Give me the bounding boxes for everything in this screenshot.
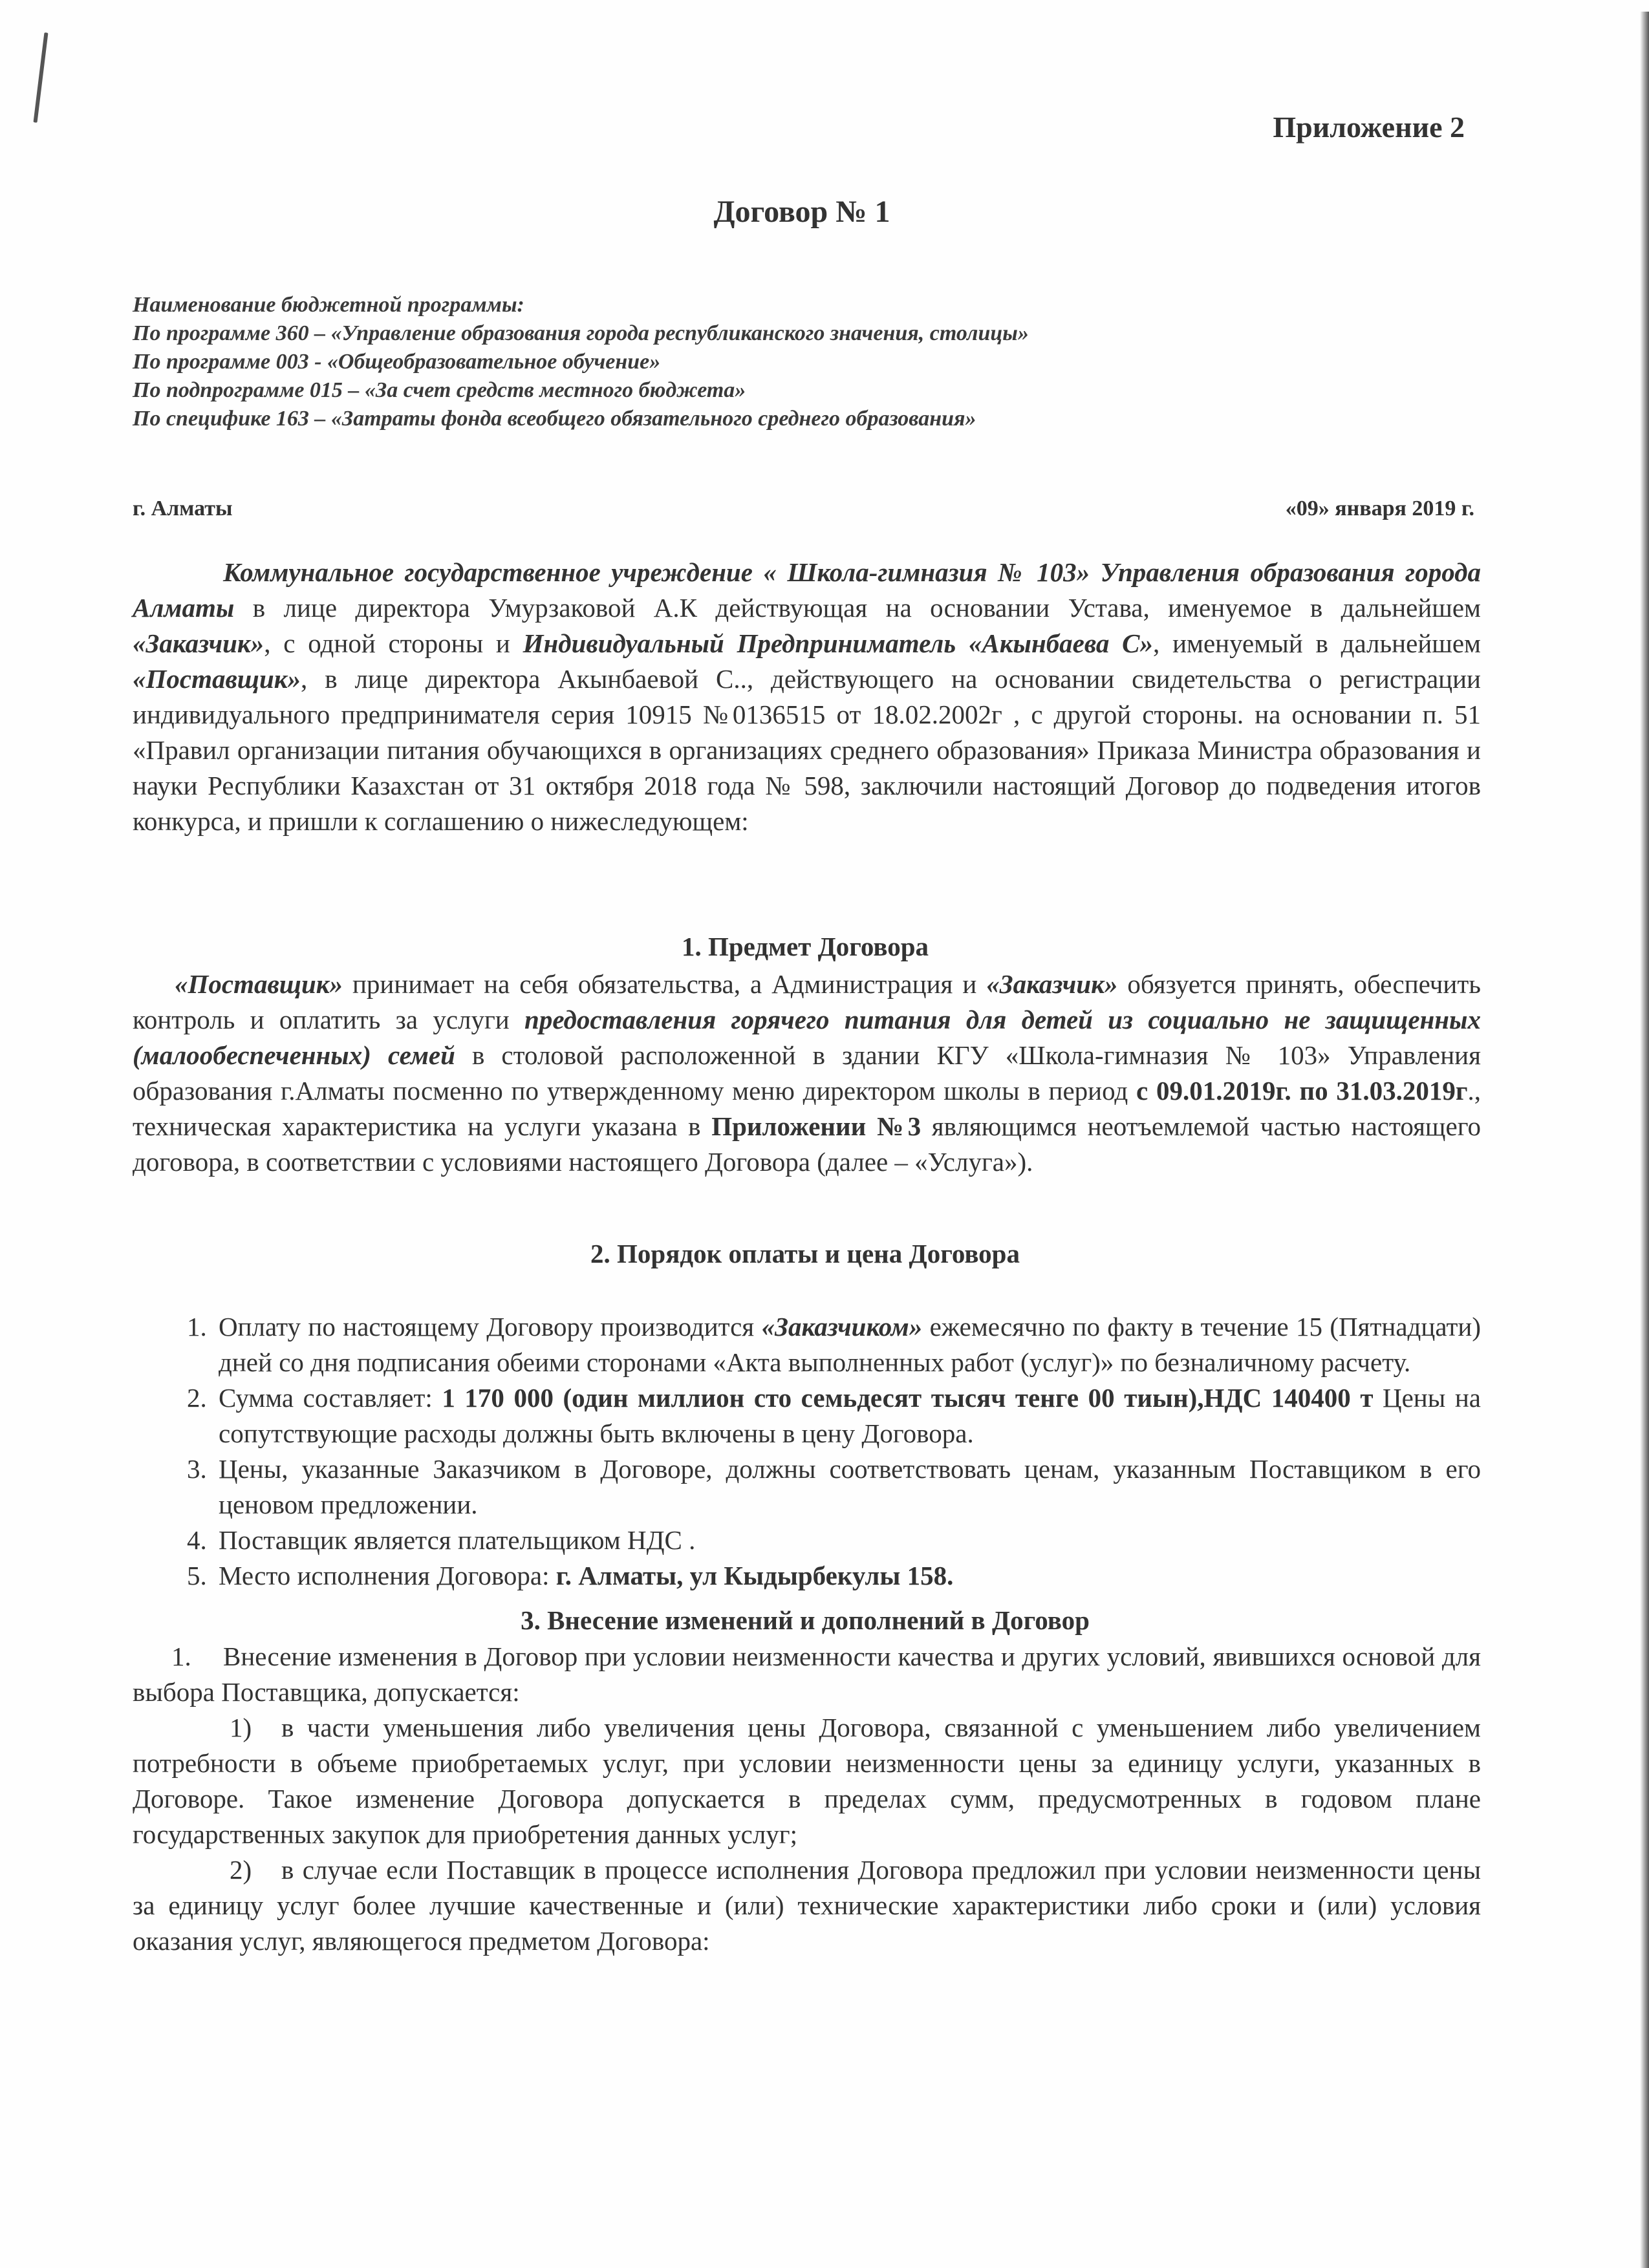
customer-term: «Заказчиком»	[761, 1312, 923, 1342]
section-1-heading: 1. Предмет Договора	[681, 932, 929, 961]
contract-title: Договор № 1	[713, 195, 890, 229]
section-1-text: принимает на себя обязательства, а Администрация и	[343, 969, 987, 999]
service-period: с 09.01.2019г. по 31.03.2019г	[1136, 1076, 1468, 1106]
supplier-term: «Поставщик»	[175, 969, 343, 999]
section-3-item-1	[133, 1639, 1481, 1710]
section-2-item-2	[213, 1380, 1481, 1451]
item-number: 1)	[230, 1713, 252, 1742]
customer-term: «Заказчик»	[986, 969, 1118, 999]
budget-heading: Наименование бюджетной программы:	[133, 293, 524, 317]
section-2-item-3: 3. Цены, указанные Заказчиком в Договоре, должны соответствовать ценам, указанным Поставщиком в его ценовом предложении.	[213, 1451, 1481, 1523]
service-description: предоставления горячего питания для детей из социально не защищенных (малообеспеченных) семей	[133, 1005, 1481, 1070]
item-text: Место исполнения Договора:	[219, 1561, 556, 1590]
contract-amount: 1 170 000 (один миллион сто семьдесят тысяч тенге 00 тиын),НДС 140400 т	[442, 1383, 1374, 1413]
item-text: Сумма составляет:	[219, 1383, 442, 1413]
item-text: в случае если Поставщик в процессе исполнения Договора предложил при условии неизменности цены за единицу услуг более лучшие качественные и (или) технические характеристики либо сроки и (или) условия оказания услуг, являющегося предметом Договора:	[133, 1855, 1481, 1956]
annex-reference: Приложении №3	[711, 1111, 921, 1141]
budget-line-program-360: По программе 360 – «Управление образования города республиканского значения, столицы»	[133, 321, 1029, 345]
section-2-item-5	[213, 1558, 1481, 1594]
budget-line-subprogram-015: По подпрограмме 015 – «За счет средств местного бюджета»	[133, 378, 746, 402]
contract-place: г. Алматы	[133, 497, 233, 520]
annex-label: Приложение 2	[1273, 111, 1465, 144]
supplier-organization: Индивидуальный Предприниматель «Акынбаева С»	[523, 628, 1154, 658]
section-3-subitem-2	[133, 1852, 1481, 1959]
section-2-list	[133, 1309, 1481, 1594]
customer-term: «Заказчик»	[133, 628, 264, 658]
contract-date: «09» января 2019 г.	[1285, 497, 1474, 520]
preamble-text: в лице директора Умурзаковой А.К действующая на основании Устава, именуемое в дальнейшем	[234, 593, 1481, 623]
item-number: 2)	[230, 1855, 252, 1885]
section-2-item-4: 4. Поставщик является плательщиком НДС .	[213, 1523, 1481, 1558]
item-number: 1.	[171, 1642, 191, 1671]
section-2-item-1	[213, 1309, 1481, 1380]
preamble-text: , именуемый в дальнейшем	[1153, 628, 1481, 658]
section-1-text: являющимся неотъемлемой частью настоящего договора, в соответствии с условиями настоящего Договора (далее – «Услуга»).	[133, 1111, 1481, 1177]
section-2-heading: 2. Порядок оплаты и цена Договора	[590, 1239, 1020, 1268]
section-3-heading: 3. Внесение изменений и дополнений в Договор	[521, 1605, 1090, 1635]
budget-line-specific-163: По специфике 163 – «Затраты фонда всеобщего обязательного среднего образования»	[133, 407, 976, 431]
section-3-subitem-1	[133, 1710, 1481, 1852]
budget-program-block	[133, 291, 1029, 433]
supplier-term: «Поставщик»	[133, 664, 301, 694]
item-text: Оплату по настоящему Договору производится	[219, 1312, 762, 1342]
preamble-paragraph	[133, 555, 1481, 839]
scan-pen-mark	[33, 32, 48, 123]
section-1-text: обязуется принять, обеспечить контроль и оплатить за услуги	[133, 969, 1481, 1034]
customer-organization: Коммунальное государственное учреждение « Школа-гимназия № 103» Управления образования города Алматы	[133, 557, 1481, 623]
execution-place: г. Алматы, ул Кыдырбекулы 158.	[555, 1561, 954, 1590]
section-1-paragraph	[133, 967, 1481, 1180]
place-date-row	[133, 497, 1474, 521]
item-text: ежемесячно по факту в течение 15 (Пятнадцати) дней со дня подписания обеими сторонами «Акта выполненных работ (услуг)» по безналичному расчету.	[219, 1312, 1482, 1377]
section-1-text: в столовой расположенной в здании КГУ «Школа-гимназия № 103» Управления образования г.Алматы посменно по утвержденному меню директором школы в период	[133, 1040, 1481, 1106]
section-3-body	[133, 1639, 1481, 1959]
item-text: Цены на сопутствующие расходы должны быть включены в цену Договора.	[219, 1383, 1481, 1448]
item-text: Внесение изменения в Договор при условии неизменности качества и других условий, явившихся основой для выбора Поставщика, допускается:	[133, 1642, 1481, 1707]
item-text: в части уменьшения либо увеличения цены Договора, связанной с уменьшением либо увеличением потребности в объеме приобретаемых услуг, при условии неизменности цены за единицу услуги, указанных в Договоре. Такое изменение Договора допускается в пределах сумм, предусмотренных в годовом плане государственных закупок для приобретения данных услуг;	[133, 1713, 1481, 1849]
section-1-text: ., техническая характеристика на услуги указана в	[133, 1076, 1481, 1141]
preamble-text: , с одной стороны и	[264, 628, 523, 658]
preamble-text: , в лице директора Акынбаевой С.., действующего на основании свидетельства о регистрации индивидуального предпринимателя серия 10915 №0136515 от 18.02.2002г , с другой стороны. на основании п. 51 «Правил организации питания обучающихся в организациях среднего образования» Приказа Министра образования и науки Республики Казахстан от 31 октября 2018 года № 598, заключили настоящий Договор до подведения итогов конкурса, и пришли к соглашению о нижеследующем:	[133, 664, 1481, 836]
budget-line-program-003: По программе 003 - «Общеобразовательное обучение»	[133, 350, 661, 374]
scan-edge-shadow	[1640, 12, 1649, 2268]
